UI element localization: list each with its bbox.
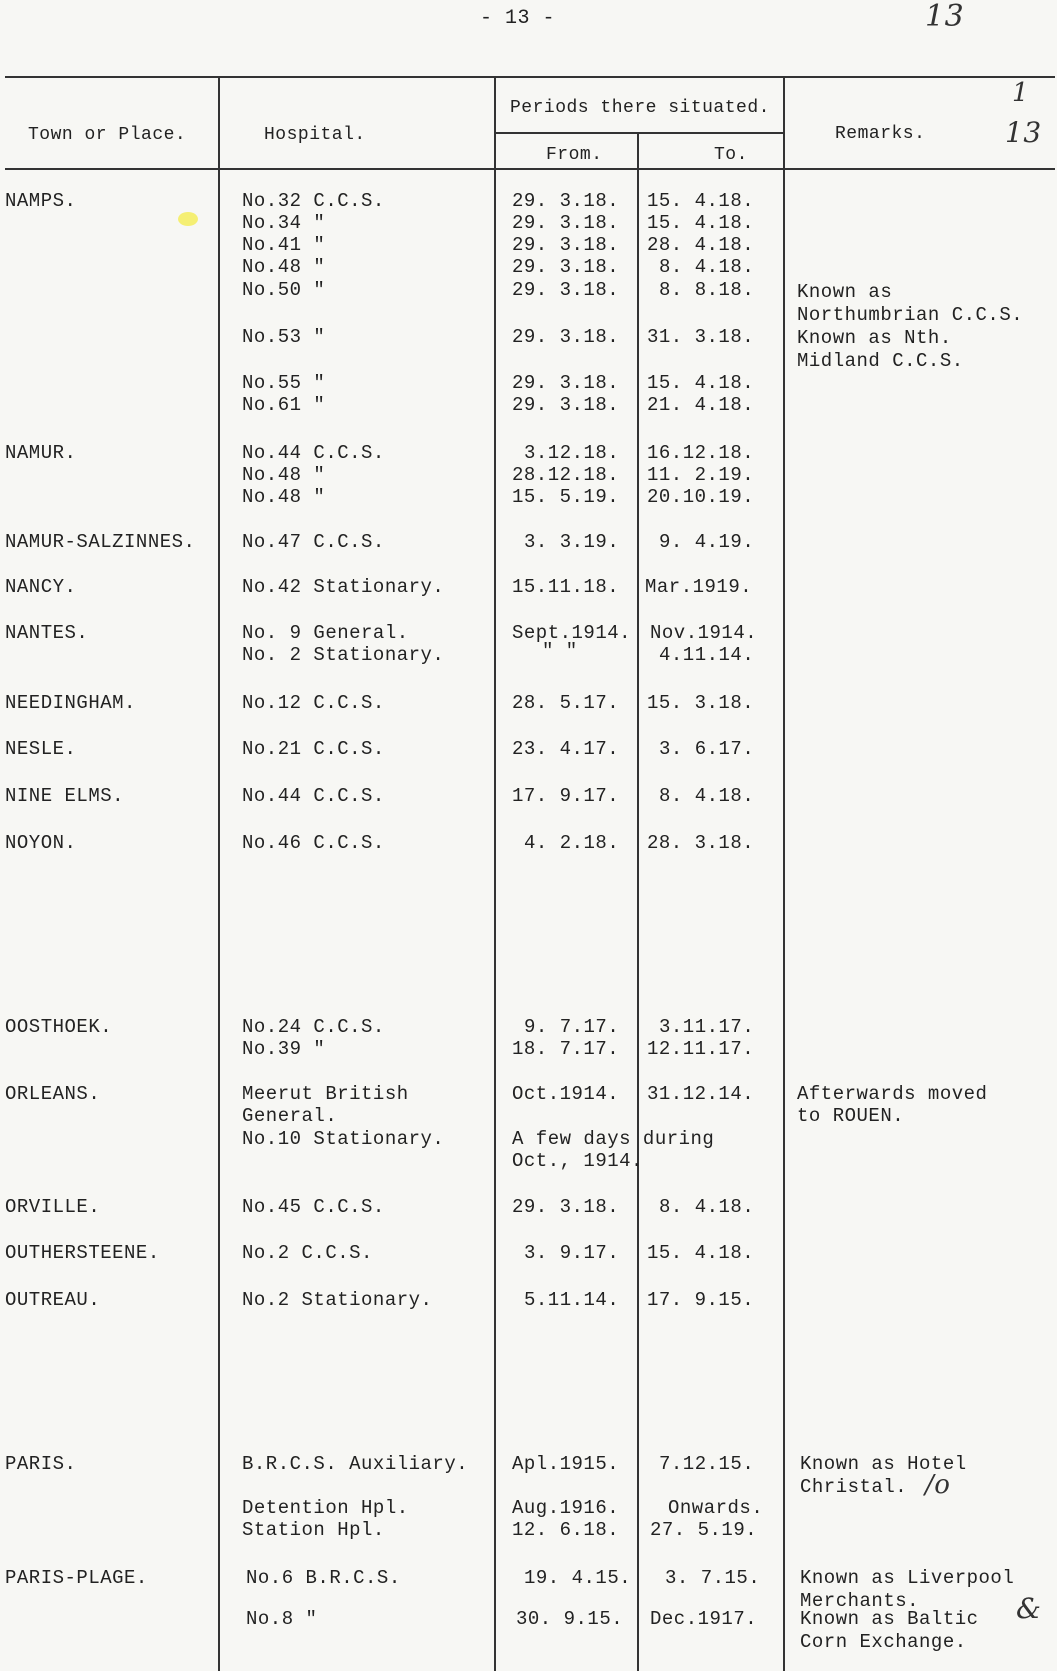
hospital-cell: No.32 C.C.S. — [242, 190, 385, 212]
hospital-cell: No.44 C.C.S. — [242, 442, 385, 464]
to-cell: 8. 4.18. — [659, 1196, 755, 1218]
column-header-town: Town or Place. — [28, 125, 187, 145]
column-header-hospital: Hospital. — [264, 125, 366, 145]
from-cell: 3. 3.19. — [524, 531, 620, 553]
handwritten-margin-top: 1 — [1012, 78, 1030, 108]
remarks-cell: Known as Hotel — [800, 1453, 967, 1475]
remarks-cell: Merchants. — [800, 1590, 920, 1612]
remarks-cell: Midland C.C.S. — [797, 350, 964, 372]
to-cell: 9. 4.19. — [659, 531, 755, 553]
hospital-cell: No.8 " — [246, 1608, 318, 1630]
from-cell: 29. 3.18. — [512, 372, 620, 394]
handwritten-margin-bottom: 13 — [1005, 116, 1042, 149]
periods-subheader-rule — [495, 132, 785, 134]
to-cell: 27. 5.19. — [650, 1519, 758, 1541]
hospital-cell: Station Hpl. — [242, 1519, 385, 1541]
to-cell: 15. 4.18. — [647, 190, 755, 212]
header-bottom-rule — [5, 168, 1055, 170]
from-cell: " " — [542, 640, 578, 662]
from-cell: Oct., 1914. — [512, 1150, 643, 1172]
from-cell: 19. 4.15. — [524, 1567, 632, 1589]
from-cell: 29. 3.18. — [512, 212, 620, 234]
from-cell: Apl.1915. — [512, 1453, 620, 1475]
handwritten-ampersand: & — [1016, 1592, 1042, 1625]
from-cell: 29. 3.18. — [512, 394, 620, 416]
to-cell: Nov.1914. — [650, 622, 758, 644]
to-cell: 15. 4.18. — [647, 372, 755, 394]
to-cell: 3. 7.15. — [665, 1567, 761, 1589]
to-cell: 3.11.17. — [659, 1016, 755, 1038]
from-cell: 29. 3.18. — [512, 1196, 620, 1218]
from-cell: 23. 4.17. — [512, 738, 620, 760]
column-header-to: To. — [714, 145, 748, 165]
hospital-cell: No.48 " — [242, 256, 326, 278]
to-cell: 7.12.15. — [659, 1453, 755, 1475]
from-cell: 29. 3.18. — [512, 190, 620, 212]
from-cell: 17. 9.17. — [512, 785, 620, 807]
to-cell: Dec.1917. — [650, 1608, 758, 1630]
to-cell: 31.12.14. — [647, 1083, 755, 1105]
hospital-cell: No.2 C.C.S. — [242, 1242, 373, 1264]
from-cell: 4. 2.18. — [524, 832, 620, 854]
hospital-cell: No. 9 General. — [242, 622, 409, 644]
hospital-cell: No.46 C.C.S. — [242, 832, 385, 854]
column-divider-2 — [494, 76, 496, 1671]
to-cell: 4.11.14. — [659, 644, 755, 666]
from-cell: 18. 7.17. — [512, 1038, 620, 1060]
column-divider-4 — [783, 76, 785, 1671]
column-divider-3 — [637, 132, 639, 1671]
from-cell: 5.11.14. — [524, 1289, 620, 1311]
to-cell: 28. 3.18. — [647, 832, 755, 854]
hospital-cell: No.10 Stationary. — [242, 1128, 445, 1150]
to-cell: 8. 4.18. — [659, 256, 755, 278]
to-cell: 15. 4.18. — [647, 1242, 755, 1264]
from-cell: Sept.1914. — [512, 622, 632, 644]
hospital-cell: No.41 " — [242, 234, 326, 256]
hospital-cell: No.21 C.C.S. — [242, 738, 385, 760]
hospital-cell: No.48 " — [242, 464, 326, 486]
remarks-cell: to ROUEN. — [797, 1105, 905, 1127]
to-cell: 28. 4.18. — [647, 234, 755, 256]
hospital-cell: No. 2 Stationary. — [242, 644, 445, 666]
town-cell: NOYON. — [5, 832, 77, 854]
town-cell: PARIS-PLAGE. — [5, 1567, 148, 1589]
to-cell: Onwards. — [668, 1497, 764, 1519]
from-cell: Oct.1914. — [512, 1083, 620, 1105]
table-top-rule — [5, 76, 1055, 78]
to-cell: 31. 3.18. — [647, 326, 755, 348]
remarks-cell: Northumbrian C.C.S. — [797, 304, 1024, 326]
remarks-cell: Christal. — [800, 1476, 908, 1498]
hospital-cell: No.61 " — [242, 394, 326, 416]
to-cell: 8. 8.18. — [659, 279, 755, 301]
hospital-cell: No.42 Stationary. — [242, 576, 445, 598]
hospital-cell: No.50 " — [242, 279, 326, 301]
to-cell: 21. 4.18. — [647, 394, 755, 416]
from-cell: 29. 3.18. — [512, 234, 620, 256]
to-cell: Mar.1919. — [645, 576, 753, 598]
from-cell: Aug.1916. — [512, 1497, 620, 1519]
column-header-from: From. — [546, 145, 603, 165]
to-cell: 12.11.17. — [647, 1038, 755, 1060]
column-header-remarks: Remarks. — [835, 124, 926, 144]
from-cell: 15. 5.19. — [512, 486, 620, 508]
town-cell: OUTHERSTEENE. — [5, 1242, 160, 1264]
hospital-cell: Meerut British — [242, 1083, 409, 1105]
column-header-periods: Periods there situated. — [510, 98, 770, 118]
page-header: - 13 - — [480, 7, 556, 30]
from-cell: 29. 3.18. — [512, 326, 620, 348]
town-cell: NANTES. — [5, 622, 89, 644]
town-cell: PARIS. — [5, 1453, 77, 1475]
town-cell: NAMUR. — [5, 442, 77, 464]
town-cell: NEEDINGHAM. — [5, 692, 136, 714]
yellow-highlight-mark — [178, 212, 198, 226]
remarks-cell: Known as Baltic — [800, 1608, 979, 1630]
to-cell: 15. 3.18. — [647, 692, 755, 714]
town-cell: NANCY. — [5, 576, 77, 598]
remarks-cell: Known as Nth. — [797, 327, 952, 349]
town-cell: OUTREAU. — [5, 1289, 101, 1311]
column-divider-1 — [218, 76, 220, 1671]
hospital-cell: No.44 C.C.S. — [242, 785, 385, 807]
remarks-cell: Known as Liverpool — [800, 1567, 1015, 1589]
hospital-cell: General. — [242, 1105, 338, 1127]
hospital-cell: B.R.C.S. Auxiliary. — [242, 1453, 469, 1475]
hospital-cell: No.34 " — [242, 212, 326, 234]
remarks-cell: Afterwards moved — [797, 1083, 988, 1105]
to-cell: 16.12.18. — [647, 442, 755, 464]
handwritten-initial-mark: /o — [925, 1470, 951, 1500]
to-cell: 17. 9.15. — [647, 1289, 755, 1311]
town-cell: NINE ELMS. — [5, 785, 125, 807]
to-cell: 8. 4.18. — [659, 785, 755, 807]
hospital-cell: No.48 " — [242, 486, 326, 508]
hospital-cell: No.2 Stationary. — [242, 1289, 433, 1311]
hospital-cell: No.24 C.C.S. — [242, 1016, 385, 1038]
hospital-cell: No.39 " — [242, 1038, 326, 1060]
town-cell: ORVILLE. — [5, 1196, 101, 1218]
town-cell: NESLE. — [5, 738, 77, 760]
from-cell: 3. 9.17. — [524, 1242, 620, 1264]
from-cell: 12. 6.18. — [512, 1519, 620, 1541]
to-cell: 20.10.19. — [647, 486, 755, 508]
to-cell: 11. 2.19. — [647, 464, 755, 486]
handwritten-page-number: 13 — [925, 0, 965, 34]
town-cell: NAMPS. — [5, 190, 77, 212]
hospital-cell: No.45 C.C.S. — [242, 1196, 385, 1218]
from-cell: 3.12.18. — [524, 442, 620, 464]
to-cell: 15. 4.18. — [647, 212, 755, 234]
from-cell: 29. 3.18. — [512, 256, 620, 278]
town-cell: ORLEANS. — [5, 1083, 101, 1105]
hospital-cell: Detention Hpl. — [242, 1497, 409, 1519]
hospital-cell: No.6 B.R.C.S. — [246, 1567, 401, 1589]
from-cell: 30. 9.15. — [516, 1608, 624, 1630]
from-cell: 29. 3.18. — [512, 279, 620, 301]
remarks-cell: Corn Exchange. — [800, 1631, 967, 1653]
remarks-cell: Known as — [797, 281, 893, 303]
from-cell: 28.12.18. — [512, 464, 620, 486]
from-cell: A few days during — [512, 1128, 715, 1150]
from-cell: 15.11.18. — [512, 576, 620, 598]
hospital-cell: No.47 C.C.S. — [242, 531, 385, 553]
hospital-cell: No.55 " — [242, 372, 326, 394]
from-cell: 9. 7.17. — [524, 1016, 620, 1038]
to-cell: 3. 6.17. — [659, 738, 755, 760]
hospital-cell: No.53 " — [242, 326, 326, 348]
town-cell: OOSTHOEK. — [5, 1016, 113, 1038]
from-cell: 28. 5.17. — [512, 692, 620, 714]
town-cell: NAMUR-SALZINNES. — [5, 531, 196, 553]
hospital-cell: No.12 C.C.S. — [242, 692, 385, 714]
